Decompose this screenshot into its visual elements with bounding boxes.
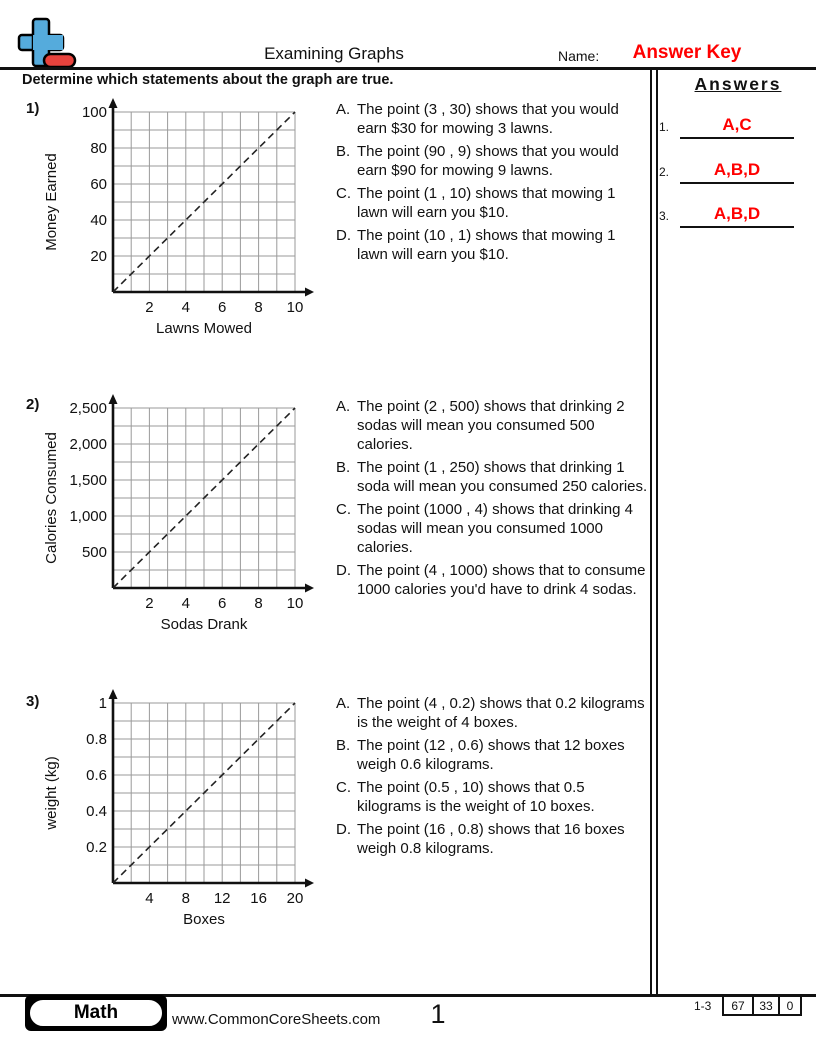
name-value: Answer Key [632,42,742,63]
name-label: Name: [558,48,600,64]
svg-text:Money Earned: Money Earned [43,153,60,251]
answer-blank-2 [680,182,794,184]
problem-2-graph [18,394,318,634]
problem-1-statements [336,100,650,268]
answer-number-3: 3. [659,209,670,223]
svg-text:2,000: 2,000 [69,436,107,453]
statement-letter: A. [336,695,351,712]
score-box-3: 0 [778,997,800,1014]
statement-letter: D. [336,227,351,244]
problem-3-statements [336,694,650,862]
svg-text:0.4: 0.4 [86,803,107,820]
website-url: www.CommonCoreSheets.com [172,1011,381,1028]
statement [336,778,650,816]
problem-range: 1-3 [694,999,712,1013]
svg-text:20: 20 [90,248,107,265]
problem-3-number: 3) [26,693,40,710]
answer-value-1: A,C [722,115,752,134]
statement [336,694,650,732]
svg-text:40: 40 [90,212,107,229]
statement-letter: B. [336,143,351,160]
answers-heading: Answers [694,74,782,94]
svg-text:10: 10 [286,595,304,612]
page-title: Examining Graphs [264,44,404,63]
svg-text:2,500: 2,500 [69,400,107,417]
statement-text: The point (12 , 0.6) shows that 12 boxes weigh 0.6 kilograms. [357,737,625,773]
svg-text:80: 80 [90,140,107,157]
statement-letter: C. [336,501,351,518]
svg-text:2: 2 [145,595,154,612]
statement-text: The point (4 , 0.2) shows that 0.2 kilograms is the weight of 4 boxes. [357,695,645,731]
svg-text:6: 6 [218,299,227,316]
subject-badge-label: Math [28,998,164,1028]
statement-letter: D. [336,562,351,579]
svg-text:20: 20 [286,890,304,907]
plus-minus-logo-icon [16,16,78,70]
page-number: 1 [430,999,446,1029]
statement-text: The point (16 , 0.8) shows that 16 boxes weigh 0.8 kilograms. [357,821,625,857]
statement-text: The point (2 , 500) shows that drinking 2 sodas will mean you consumed 500 calories. [357,398,625,453]
svg-text:1: 1 [98,695,107,712]
svg-text:8: 8 [254,595,263,612]
statement-letter: D. [336,821,351,838]
statement-text: The point (10 , 1) shows that mowing 1 lawn will earn you $10. [357,227,616,263]
subject-badge [25,995,167,1031]
score-box-1: 67 [731,998,745,1013]
svg-text:Boxes: Boxes [183,911,225,928]
svg-text:Lawns Mowed: Lawns Mowed [156,320,252,337]
svg-text:500: 500 [81,544,107,561]
statement-text: The point (1 , 10) shows that mowing 1 lawn will earn you $10. [357,185,616,221]
svg-text:6: 6 [218,595,227,612]
svg-text:10: 10 [286,299,304,316]
statement-letter: A. [336,398,351,415]
statement-letter: B. [336,737,351,754]
instructions: Determine which statements about the graph are true. [22,72,394,88]
statement [336,184,650,222]
problem-2-statements [336,397,650,603]
problem-2-number: 2) [26,396,40,413]
score-table [722,995,802,1016]
svg-text:60: 60 [90,176,107,193]
svg-text:weight (kg): weight (kg) [43,756,60,830]
score-box-2: 33 [752,997,778,1014]
statement [336,500,650,557]
statement-text: The point (3 , 30) shows that you would earn $30 for mowing 3 lawns. [357,101,619,137]
answer-value-2: A,B,D [713,160,761,179]
answer-blank-1 [680,137,794,139]
answer-number-1: 1. [659,120,670,134]
statement [336,820,650,858]
problem-1-graph [18,98,318,338]
svg-text:100: 100 [81,104,107,121]
svg-text:0.8: 0.8 [86,731,107,748]
svg-text:Sodas Drank: Sodas Drank [160,616,248,633]
statement [336,458,650,496]
svg-text:1,500: 1,500 [69,472,107,489]
svg-text:16: 16 [250,890,267,907]
statement [336,100,650,138]
statement-text: The point (1000 , 4) shows that drinking 4 sodas will mean you consumed 1000 calories. [357,501,633,556]
svg-text:1,000: 1,000 [69,508,107,525]
statement [336,736,650,774]
statement-text: The point (0.5 , 10) shows that 0.5 kilograms is the weight of 10 boxes. [357,779,595,815]
svg-text:4: 4 [181,595,190,612]
statement [336,397,650,454]
problem-1-number: 1) [26,100,40,117]
statement-text: The point (1 , 250) shows that drinking 1 soda will mean you consumed 250 calories. [357,459,648,495]
statement-text: The point (90 , 9) shows that you would earn $90 for mowing 9 lawns. [357,143,619,179]
svg-text:12: 12 [213,890,231,907]
answer-blank-3 [680,226,794,228]
statement-letter: A. [336,101,351,118]
svg-text:4: 4 [181,299,190,316]
svg-text:8: 8 [181,890,190,907]
statement [336,561,650,599]
answer-number-2: 2. [659,165,670,179]
svg-text:2: 2 [145,299,154,316]
statement-letter: B. [336,459,351,476]
svg-text:4: 4 [145,890,154,907]
answer-value-3: A,B,D [713,204,761,223]
statement-letter: C. [336,779,351,796]
statement-letter: C. [336,185,351,202]
svg-text:0.6: 0.6 [86,767,107,784]
answers-divider [650,70,658,995]
statement [336,226,650,264]
problem-3-graph [18,689,318,929]
svg-text:Calories Consumed: Calories Consumed [43,432,60,564]
statement [336,142,650,180]
statement-text: The point (4 , 1000) shows that to consume 1000 calories you'd have to drink 4 sodas. [357,562,646,598]
svg-text:0.2: 0.2 [86,839,107,856]
svg-text:8: 8 [254,299,263,316]
header-rule [0,67,816,70]
